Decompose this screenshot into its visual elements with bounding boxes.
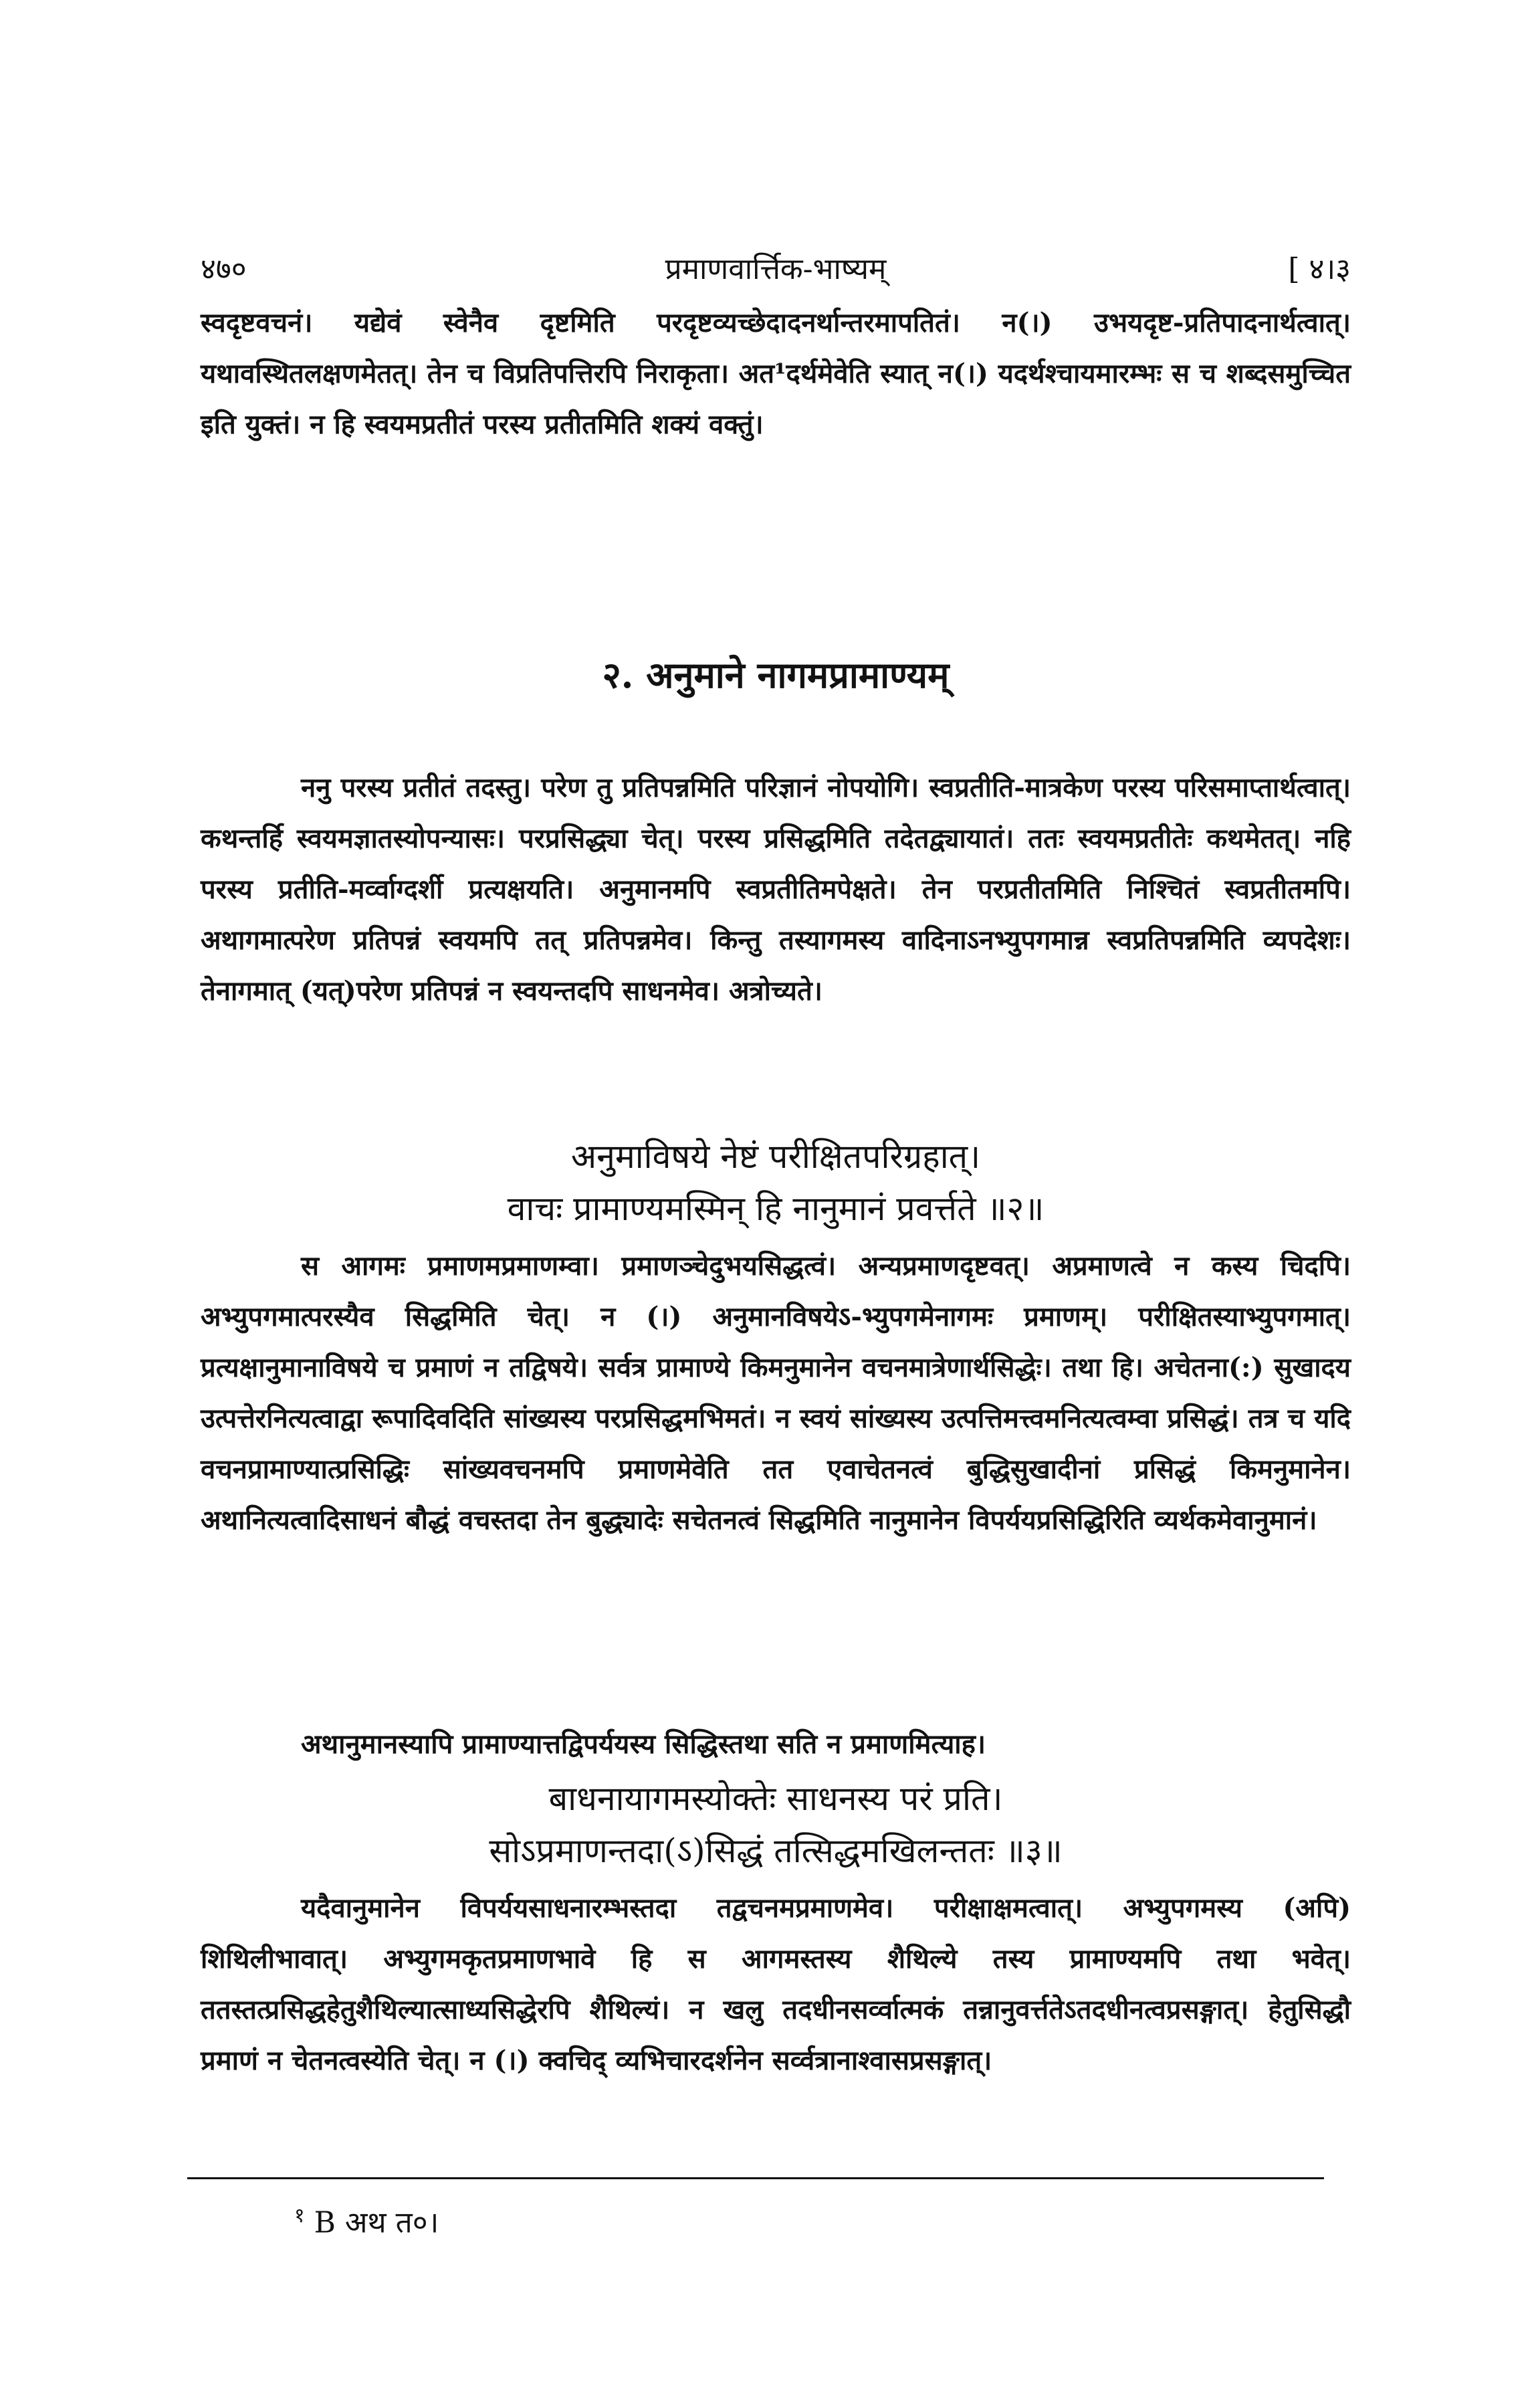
footnote-text: B अथ त०। — [314, 2205, 439, 2240]
paragraph-2: स आगमः प्रमाणमप्रमाणम्वा। प्रमाणञ्चेदुभयसिद्धत्वं। अन्यप्रमाणदृष्टवत्। अप्रमाणत्वे न कस्य चिदपि। अभ्युपगमात्परस्यैव सिद्धमिति चेत्। न (।) अनुमानविषयेऽ-भ्युपगमेनागमः प्रमाणम्। परीक्षितस्याभ्युपगमात्। प्रत्यक्षानुमानाविषये च प्रमाणं न तद्विषये। सर्वत्र प्रामाण्ये किमनुमानेन वचनमात्रेणार्थसिद्धेः। तथा हि। अचेतना(:) सुखादय उत्पत्तेरनित्यत्वाद्वा रूपादिवदिति सांख्यस्य परप्रसिद्धमभिमतं। न स्वयं सांख्यस्य उत्पत्तिमत्त्वमनित्यत्वम्वा प्रसिद्धं। तत्र च यदि वचनप्रामाण्यात्प्रसिद्धिः सांख्यवचनमपि प्रमाणमेवेति तत एवाचेतनत्वं बुद्धिसुखादीनां प्रसिद्धं किमनुमानेन। अथानित्यत्वादिसाधनं बौद्धं वचस्तदा तेन बुद्ध्यादेः सचेतनत्वं सिद्धमिति नानुमानेन विपर्ययप्रसिद्धिरिति व्यर्थकमेवानुमानं। — [201, 1250, 1351, 1536]
section-heading: २. अनुमाने नागमप्रामाण्यम् — [602, 654, 950, 696]
verse-2 — [201, 1130, 1351, 1235]
verse-2-line-1: अनुमाविषये नेष्टं परीक्षितपरिग्रहात्। — [570, 1137, 981, 1176]
footnote-mark: १ — [294, 2204, 305, 2227]
running-header — [201, 247, 1351, 294]
paragraph-4: यदैवानुमानेन विपर्ययसाधनारम्भस्तदा तद्वचनमप्रमाणमेव। परीक्षाक्षमत्वात्। अभ्युपगमस्य (अपि) शिथिलीभावात्। अभ्युगमकृतप्रमाणभावे हि स आगमस्तस्य शैथिल्ये तस्य प्रामाण्यमपि तथा भवेत्। ततस्तत्प्रसिद्धहेतुशैथिल्यात्साध्यसिद्धेरपि शैथिल्यं। न खलु तदधीनसर्व्वात्मकं तन्नानुवर्त्ततेऽतदधीनत्वप्रसङ्गात्। हेतुसिद्धौ प्रमाणं न चेतनत्वस्येति चेत्। न (।) क्वचिद् व्यभिचारदर्शनेन सर्व्वत्रानाश्वासप्रसङ्गात्। — [201, 1892, 1351, 2076]
paragraph-top: स्वदृष्टवचनं। यद्येवं स्वेनैव दृष्टमिति परदृष्टव्यच्छेदादनर्थान्तरमापतितं। न(।) उभयदृष्ट-प्रतिपादनार्थत्वात्। यथावस्थितलक्षणमेतत्। तेन च विप्रतिपत्तिरपि निराकृता। अत¹दर्थमेवेति स्यात् न(।) यदर्थश्चायमारम्भः स च शब्दसमुच्चित इति युक्तं। न हि स्वयमप्रतीतं परस्य प्रतीतमिति शक्यं वक्तुं। — [201, 307, 1351, 440]
paragraph-3: अथानुमानस्यापि प्रामाण्यात्तद्विपर्ययस्य सिद्धिस्तथा सति न प्रमाणमित्याह। — [301, 1728, 986, 1760]
paragraph-1: ननु परस्य प्रतीतं तदस्तु। परेण तु प्रतिपन्नमिति परिज्ञानं नोपयोगि। स्वप्रतीति-मात्रकेण परस्य परिसमाप्तार्थत्वात्। कथन्तर्हि स्वयमज्ञातस्योपन्यासः। परप्रसिद्ध्या चेत्। परस्य प्रसिद्धमिति तदेतद्व्यायातं। ततः स्वयमप्रतीतेः कथमेतत्। नहि परस्य प्रतीति-मर्व्वाग्दर्शी प्रत्यक्षयति। अनुमानमपि स्वप्रतीतिमपेक्षते। तेन परप्रतीतमिति निश्चितं स्वप्रतीतमपि। अथागमात्परेण प्रतिपन्नं स्वयमपि तत् प्रतिपन्नमेव। किन्तु तस्यागमस्य वादिनाऽनभ्युपगमान्न स्वप्रतिपन्नमिति व्यपदेशः। तेनागमात् (यत्)परेण प्रतिपन्नं न स्वयन्तदपि साधनमेव। अत्रोच्यते। — [201, 772, 1351, 1007]
verse-3 — [201, 1773, 1351, 1877]
running-title: प्रमाणवार्त्तिक-भाष्यम् — [665, 252, 887, 286]
footnote — [294, 2201, 439, 2241]
verse-3-line-1: बाधनायागमस्योक्तेः साधनस्य परं प्रति। — [548, 1779, 1003, 1818]
verse-2-line-2: वाचः प्रामाण्यमस्मिन् हि नानुमानं प्रवर्त्तते ॥२॥ — [507, 1189, 1045, 1228]
verse-3-line-2: सोऽप्रमाणन्तदा(ऽ)सिद्धं तत्सिद्धमखिलन्ततः ॥३॥ — [489, 1831, 1063, 1870]
section-marker: [ ४।३ — [1288, 252, 1351, 286]
page-number: ४७० — [201, 252, 247, 286]
footnote-rule — [187, 2177, 1324, 2179]
